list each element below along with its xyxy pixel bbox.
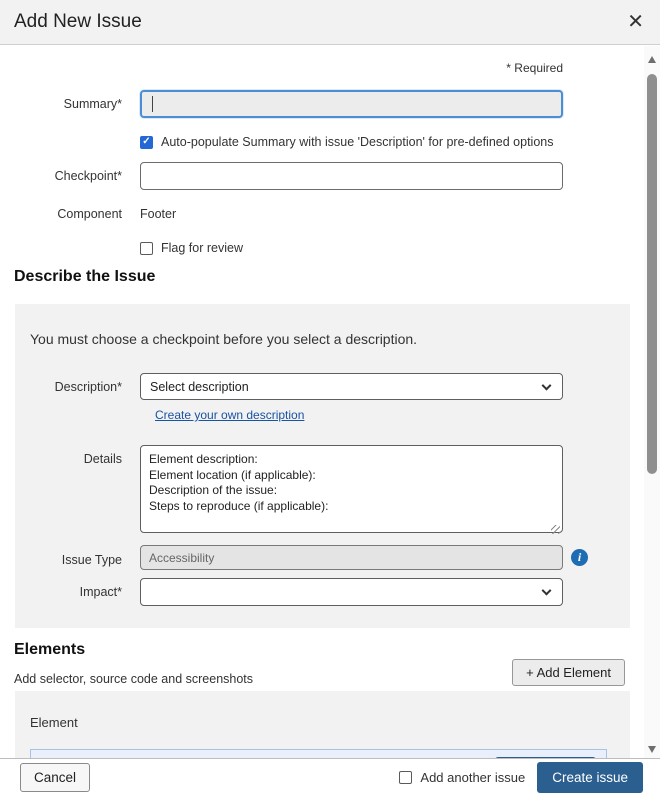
issue-type-row: [15, 545, 630, 570]
summary-label: Summary*: [63, 97, 122, 111]
create-own-description-link[interactable]: Create your own description: [155, 408, 305, 422]
add-another-issue-label: Add another issue: [420, 770, 526, 785]
flag-for-review-label: Flag for review: [161, 241, 243, 255]
modal-body: [0, 46, 644, 758]
issue-type-input: [140, 545, 563, 570]
flag-row: [140, 241, 644, 255]
issue-type-label: Issue Type: [61, 553, 122, 567]
details-row: [15, 445, 630, 538]
add-another-issue-checkbox[interactable]: [399, 771, 412, 784]
description-select-value: Select description: [150, 379, 249, 394]
summary-row: [0, 90, 644, 118]
component-row: [0, 200, 644, 221]
check-icon: ✓: [142, 136, 151, 147]
scroll-up-icon[interactable]: [648, 56, 656, 63]
required-note: * Required: [506, 61, 563, 75]
modal-title: Add New Issue: [14, 11, 142, 32]
auto-populate-checkbox[interactable]: [140, 136, 153, 149]
description-label: Description*: [54, 380, 122, 394]
cancel-button[interactable]: Cancel: [20, 763, 90, 792]
component-value: Footer: [140, 207, 177, 221]
impact-select[interactable]: [140, 578, 563, 606]
scrollbar-thumb[interactable]: [647, 74, 657, 474]
description-select[interactable]: [140, 373, 563, 400]
element-card: [30, 749, 607, 758]
add-element-button[interactable]: + Add Element: [512, 659, 625, 686]
element-card-heading: Element: [30, 715, 78, 730]
checkpoint-label: Checkpoint*: [54, 169, 122, 183]
elements-heading: Elements: [14, 641, 86, 658]
close-icon[interactable]: ✕: [627, 11, 644, 33]
auto-populate-row: [140, 135, 644, 149]
modal-footer: [0, 758, 660, 796]
create-issue-button[interactable]: Create issue: [537, 762, 643, 793]
chevron-down-icon: [542, 586, 552, 596]
chevron-down-icon: [542, 380, 552, 390]
element-panel: [15, 691, 630, 758]
details-textarea[interactable]: [140, 445, 563, 533]
info-icon[interactable]: i: [571, 549, 588, 566]
text-caret: [152, 96, 153, 112]
details-label: Details: [83, 452, 122, 466]
impact-label: Impact*: [79, 585, 122, 599]
component-label: Component: [57, 207, 122, 221]
scroll-down-icon[interactable]: [648, 746, 656, 753]
checkpoint-input[interactable]: [140, 162, 563, 190]
description-row: [15, 373, 630, 400]
modal-header: [0, 0, 660, 45]
vertical-scrollbar[interactable]: [644, 46, 660, 758]
impact-row: [15, 578, 630, 606]
issue-type-value: Accessibility: [149, 550, 215, 565]
flag-for-review-checkbox[interactable]: [140, 242, 153, 255]
summary-input[interactable]: [140, 90, 563, 118]
checkpoint-notice: You must choose a checkpoint before you select a description.: [30, 331, 418, 347]
elements-subtitle: Add selector, source code and screenshots: [14, 672, 254, 686]
auto-populate-label: Auto-populate Summary with issue 'Description' for pre-defined options: [161, 135, 554, 149]
checkpoint-row: [0, 162, 644, 190]
describe-issue-panel: [15, 304, 630, 628]
elements-subheader: [14, 659, 625, 686]
describe-issue-heading: Describe the Issue: [14, 268, 156, 285]
